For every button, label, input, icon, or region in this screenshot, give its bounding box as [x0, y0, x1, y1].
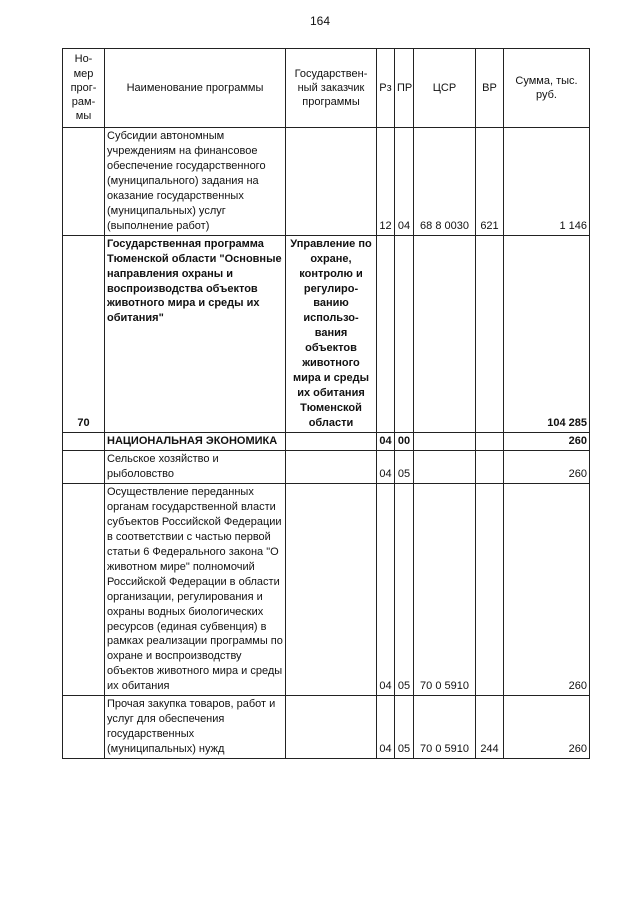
- row-vr: 244: [476, 696, 504, 759]
- row-num: [63, 696, 105, 759]
- row-customer: [286, 483, 377, 695]
- row-csr: 70 0 5910: [414, 483, 476, 695]
- row-customer: [286, 696, 377, 759]
- row-num: [63, 483, 105, 695]
- row-rz: 04: [377, 451, 395, 484]
- row-vr: 621: [476, 128, 504, 236]
- row-name: Государственная программа Тюменской области "Основные направления охраны и воспроизводства объектов животного мира и среды их обитания": [105, 235, 286, 432]
- row-name: НАЦИОНАЛЬНАЯ ЭКОНОМИКА: [105, 433, 286, 451]
- header-sum: Сумма, тыс. руб.: [504, 49, 590, 128]
- table-row: [63, 128, 590, 236]
- row-rz: 04: [377, 433, 395, 451]
- row-num: [63, 451, 105, 484]
- row-name: Сельское хозяйство и рыболовство: [105, 451, 286, 484]
- row-pr: 00: [395, 433, 414, 451]
- row-vr: [476, 451, 504, 484]
- row-vr: [476, 235, 504, 432]
- row-vr: [476, 483, 504, 695]
- header-num: Но-мер прог-рам-мы: [63, 49, 105, 128]
- row-num: 70: [63, 235, 105, 432]
- row-pr: 05: [395, 696, 414, 759]
- row-rz: 04: [377, 696, 395, 759]
- row-csr: [414, 451, 476, 484]
- row-pr: [395, 235, 414, 432]
- row-rz: 04: [377, 483, 395, 695]
- header-rz: Рз: [377, 49, 395, 128]
- row-customer: Управление по охране, контролю и регулиро-ванию использо-вания объектов животного мира и среды их обитания Тюменской области: [286, 235, 377, 432]
- row-rz: 12: [377, 128, 395, 236]
- row-pr: 05: [395, 451, 414, 484]
- row-sum: 1 146: [504, 128, 590, 236]
- header-pr: ПР: [395, 49, 414, 128]
- row-customer: [286, 433, 377, 451]
- budget-table: [62, 48, 590, 759]
- header-name: Наименование программы: [105, 49, 286, 128]
- row-rz: [377, 235, 395, 432]
- row-name: Осуществление переданных органам государственной власти субъектов Российской Федерации в соответствии с частью первой статьи 6 Федерального закона "О животном мире" полномочий Российской Федерации в области организации, регулирования и охраны водных биологических ресурсов (единая субвенция) в рамках реализации программы по охране и воспроизводству объектов животного мира и среды их обитания: [105, 483, 286, 695]
- row-csr: 70 0 5910: [414, 696, 476, 759]
- table-row: [63, 235, 590, 432]
- table-row: [63, 696, 590, 759]
- row-csr: [414, 433, 476, 451]
- row-name: Субсидии автономным учреждениям на финансовое обеспечение государственного (муниципального) задания на оказание государственных (муниципальных) услуг (выполнение работ): [105, 128, 286, 236]
- header-customer: Государствен-ный заказчик программы: [286, 49, 377, 128]
- row-pr: 05: [395, 483, 414, 695]
- header-vr: ВР: [476, 49, 504, 128]
- row-num: [63, 433, 105, 451]
- row-pr: 04: [395, 128, 414, 236]
- row-name: Прочая закупка товаров, работ и услуг для обеспечения государственных (муниципальных) нужд: [105, 696, 286, 759]
- row-sum: 260: [504, 451, 590, 484]
- table-row: [63, 483, 590, 695]
- page-number: 164: [309, 14, 331, 28]
- table-row: [63, 433, 590, 451]
- table-row: [63, 451, 590, 484]
- row-customer: [286, 451, 377, 484]
- header-row: [63, 49, 590, 128]
- row-csr: [414, 235, 476, 432]
- row-num: [63, 128, 105, 236]
- row-vr: [476, 433, 504, 451]
- row-sum: 260: [504, 483, 590, 695]
- header-csr: ЦСР: [414, 49, 476, 128]
- row-customer: [286, 128, 377, 236]
- row-sum: 104 285: [504, 235, 590, 432]
- row-sum: 260: [504, 696, 590, 759]
- row-csr: 68 8 0030: [414, 128, 476, 236]
- row-sum: 260: [504, 433, 590, 451]
